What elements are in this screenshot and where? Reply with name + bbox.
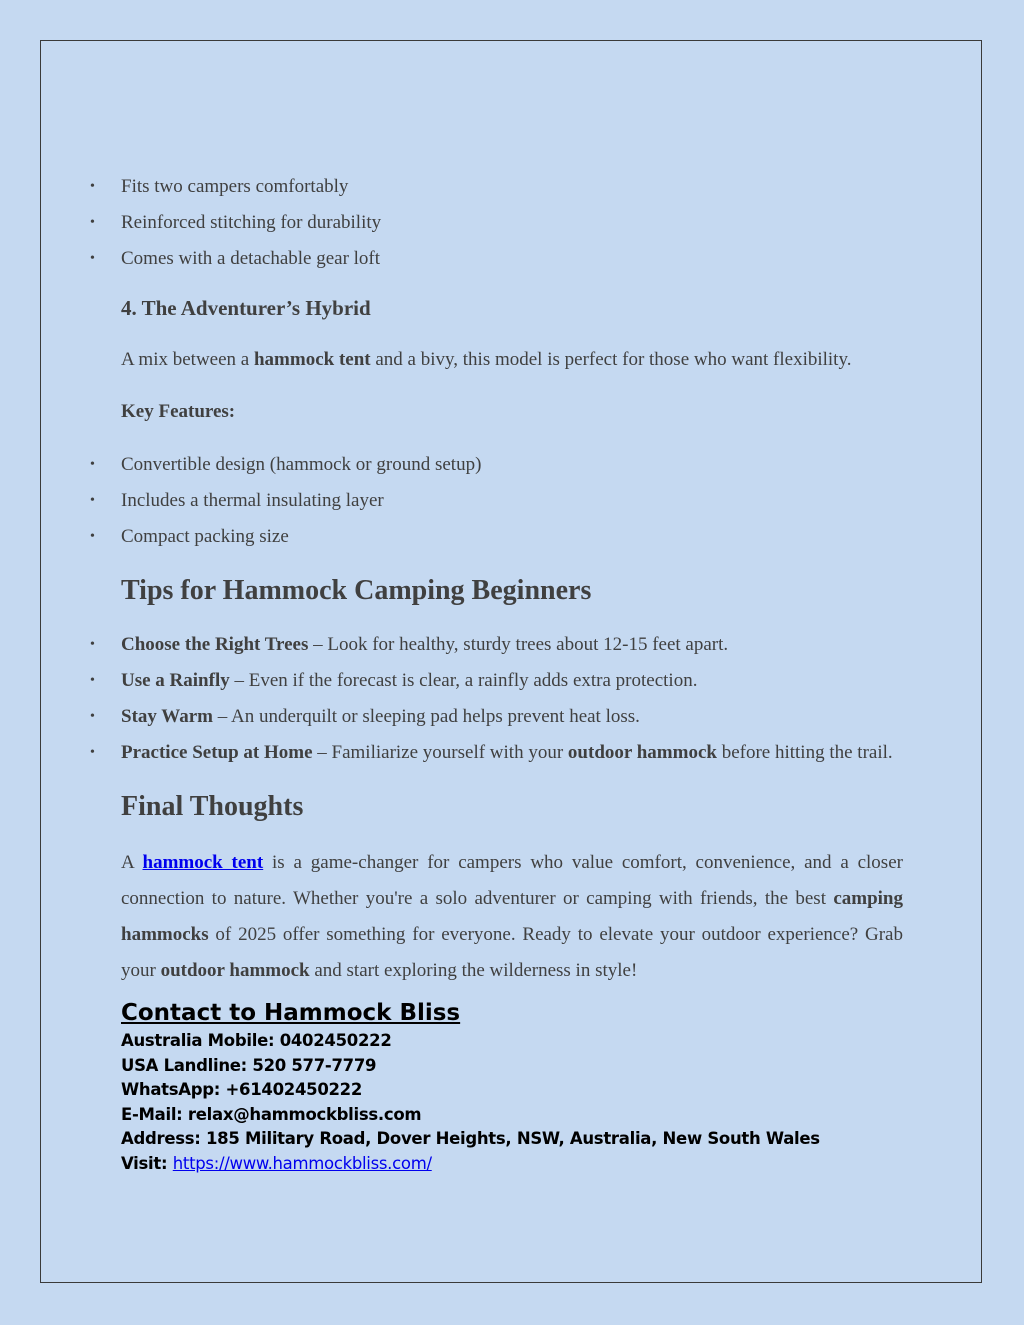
contact-mobile: Australia Mobile: 0402450222	[121, 1031, 392, 1050]
section-intro: A mix between a hammock tent and a bivy, this model is perfect for those who want flexibility.	[121, 349, 852, 370]
features-list-prev	[90, 169, 903, 277]
list-item: • Use a Rainfly – Even if the forecast is clear, a rainfly adds extra protection.	[121, 663, 903, 699]
final-paragraph: A hammock tent is a game-changer for campers who value comfort, convenience, and a closer connection to nature. Whether you're a solo adventurer or camping with friends, the best camping hammocks of 2025 offer something for everyone. Ready to elevate your outdoor experience? Grab your outdoor hammock and start exploring the wilderness in style!	[121, 852, 903, 981]
bullet-icon: •	[90, 457, 95, 472]
features-list-hybrid	[90, 447, 903, 555]
contact-block	[121, 997, 903, 1176]
hammock-tent-link[interactable]: hammock tent	[142, 852, 264, 873]
bullet-icon: •	[90, 637, 95, 652]
bullet-icon: •	[90, 215, 95, 230]
bullet-icon: •	[90, 493, 95, 508]
bullet-icon: •	[90, 251, 95, 266]
list-item: • Choose the Right Trees – Look for healthy, sturdy trees about 12-15 feet apart.	[121, 627, 903, 663]
contact-address: Address: 185 Military Road, Dover Heights, NSW, Australia, New South Wales	[121, 1129, 820, 1148]
tips-list	[90, 627, 903, 771]
list-item: • Practice Setup at Home – Familiarize yourself with your outdoor hammock before hitting the trail.	[121, 735, 903, 771]
contact-email: E-Mail: relax@hammockbliss.com	[121, 1104, 422, 1124]
list-item: • Includes a thermal insulating layer	[121, 483, 903, 519]
bullet-icon: •	[90, 179, 95, 194]
key-features-label: Key Features:	[121, 401, 236, 422]
contact-landline: USA Landline: 520 577-7779	[121, 1055, 377, 1075]
list-item: • Fits two campers comfortably	[121, 169, 903, 205]
section-heading-adventurers-hybrid: 4. The Adventurer’s Hybrid	[121, 296, 371, 320]
bullet-icon: •	[90, 529, 95, 544]
contact-visit: Visit: https://www.hammockbliss.com/	[121, 1153, 432, 1173]
list-item: • Reinforced stitching for durability	[121, 205, 903, 241]
list-item: • Stay Warm – An underquilt or sleeping pad helps prevent heat loss.	[121, 699, 903, 735]
page-content	[90, 169, 903, 1176]
tips-heading: Tips for Hammock Camping Beginners	[121, 575, 592, 606]
bullet-icon: •	[90, 673, 95, 688]
website-link[interactable]: https://www.hammockbliss.com/	[172, 1153, 432, 1173]
list-item: • Comes with a detachable gear loft	[121, 241, 903, 277]
final-thoughts-heading: Final Thoughts	[121, 791, 304, 822]
document-page	[40, 40, 982, 1283]
contact-whatsapp: WhatsApp: +61402450222	[121, 1080, 363, 1099]
bullet-icon: •	[90, 745, 95, 760]
list-item: • Convertible design (hammock or ground setup)	[121, 447, 903, 483]
list-item: • Compact packing size	[121, 519, 903, 555]
bullet-icon: •	[90, 709, 95, 724]
contact-title: Contact to Hammock Bliss	[121, 1000, 461, 1026]
